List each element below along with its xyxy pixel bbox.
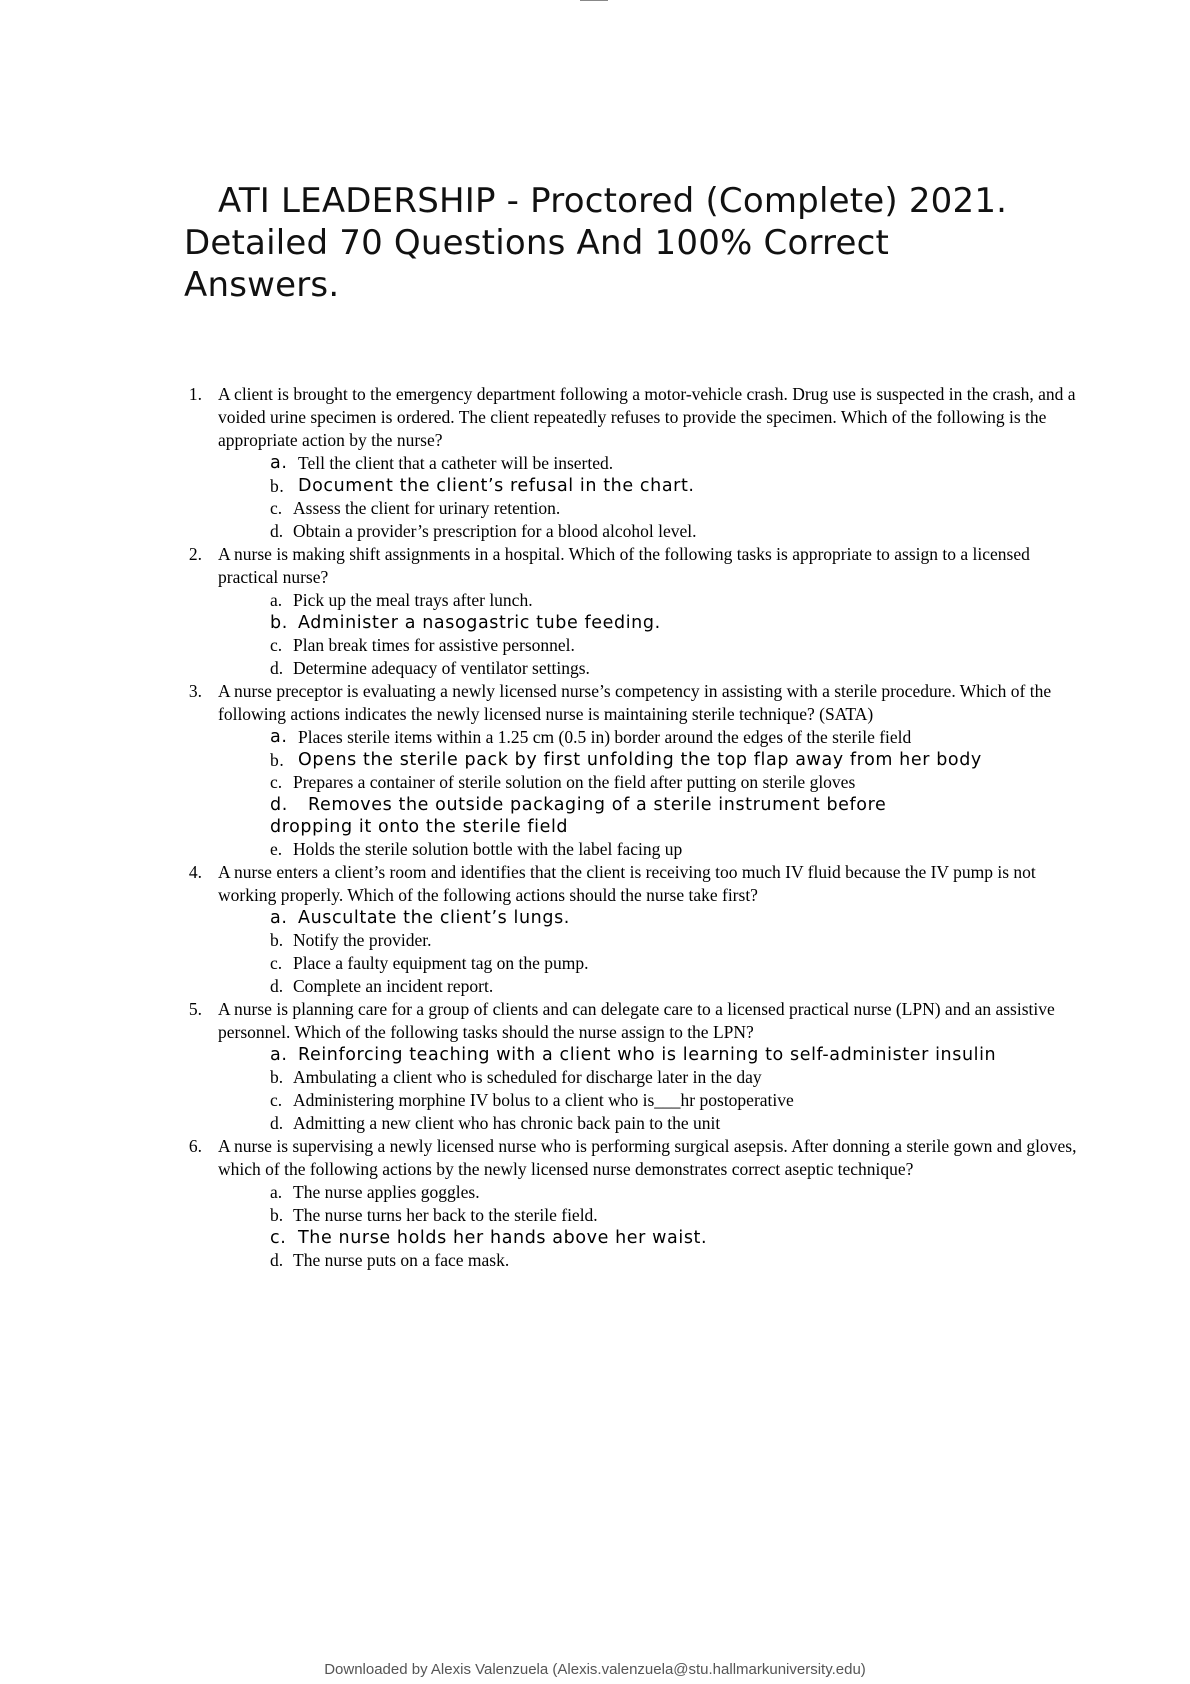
option-text: Holds the sterile solution bottle with the label facing up <box>293 839 683 859</box>
answer-option <box>218 1181 1088 1204</box>
answer-option-correct <box>218 1227 1088 1249</box>
option-letter: a. <box>270 908 288 928</box>
option-text: Complete an incident report. <box>293 976 494 996</box>
download-footer: Downloaded by Alexis Valenzuela (Alexis.valenzuela@stu.hallmarkuniversity.edu) <box>324 1661 866 1678</box>
question-number: 1. <box>188 384 202 404</box>
option-letter: b. <box>270 613 288 633</box>
question-4 <box>178 861 1088 998</box>
document-title <box>184 180 1084 306</box>
question-stem: A nurse is supervising a newly licensed nurse who is performing surgical asepsis. After donning a sterile gown and gloves, which of the following actions by the newly licensed nurse demonstrates correct aseptic technique? <box>218 1136 1077 1179</box>
option-letter: b. <box>270 930 284 950</box>
answer-option-correct <box>218 1044 1088 1066</box>
option-letter: a. <box>270 453 288 473</box>
option-text: The nurse holds her hands above her waist. <box>298 1228 708 1248</box>
option-text: Place a faulty equipment tag on the pump. <box>293 953 589 973</box>
title-line: Detailed 70 Questions And 100% Correct <box>184 223 890 263</box>
option-text: Opens the sterile pack by first unfolding the top flap away from her body <box>298 750 982 770</box>
page-top-mark <box>580 0 608 1</box>
option-letter: c. <box>270 1090 283 1110</box>
question-number: 6. <box>188 1136 202 1156</box>
answer-option <box>218 1066 1088 1089</box>
option-letter: c. <box>270 772 283 792</box>
answer-option <box>218 952 1088 975</box>
answer-option <box>218 634 1088 657</box>
option-letter: e. <box>270 839 283 859</box>
option-list <box>218 589 1088 680</box>
option-letter: d. <box>270 521 284 541</box>
option-list <box>218 1181 1088 1272</box>
answer-option-correct <box>218 794 1088 838</box>
question-number: 3. <box>188 681 202 701</box>
option-text: Notify the provider. <box>293 930 432 950</box>
question-stem: A nurse preceptor is evaluating a newly licensed nurse’s competency in assisting with a sterile procedure. Which of the following actions indicates the newly licensed nurse is maintaining sterile technique? (SATA) <box>218 681 1052 724</box>
option-text: Determine adequacy of ventilator settings. <box>293 658 590 678</box>
option-letter: d. <box>270 658 284 678</box>
option-letter: b. <box>270 1205 284 1225</box>
option-list <box>218 452 1088 543</box>
answer-option <box>218 1204 1088 1227</box>
question-6 <box>178 1135 1088 1272</box>
option-text: Assess the client for urinary retention. <box>293 498 561 518</box>
answer-option-correct <box>218 475 1088 497</box>
answer-option <box>218 1089 1088 1112</box>
option-text: The nurse puts on a face mask. <box>293 1250 510 1270</box>
answer-option-correct <box>218 612 1088 634</box>
question-number: 4. <box>188 862 202 882</box>
option-text: The nurse applies goggles. <box>293 1182 480 1202</box>
question-stem: A client is brought to the emergency department following a motor-vehicle crash. Drug use is suspected in the crash, and a voided urine specimen is ordered. The client repeatedly refuses to provide the specimen. Which of the following is the appropriate action by the nurse? <box>218 384 1076 450</box>
question-2 <box>178 543 1088 680</box>
option-letter: d. <box>270 976 284 996</box>
option-letter: c. <box>270 498 283 518</box>
option-letter: a. <box>270 727 288 747</box>
option-letter: a. <box>270 590 283 610</box>
option-text: Removes the outside packaging of a sterile instrument before dropping it onto the sterile field <box>270 795 887 837</box>
option-letter: b. <box>270 750 285 770</box>
answer-option <box>218 975 1088 998</box>
answer-option-correct <box>218 907 1088 929</box>
question-number: 2. <box>188 544 202 564</box>
option-text: The nurse turns her back to the sterile field. <box>293 1205 598 1225</box>
answer-option <box>218 589 1088 612</box>
question-stem: A nurse is making shift assignments in a hospital. Which of the following tasks is appropriate to assign to a licensed practical nurse? <box>218 544 1030 587</box>
answer-option <box>218 657 1088 680</box>
question-5 <box>178 998 1088 1135</box>
option-text: Places sterile items within a 1.25 cm (0.5 in) border around the edges of the sterile field <box>298 727 912 747</box>
option-letter: d. <box>270 1113 284 1133</box>
option-text: Document the client’s refusal in the chart. <box>298 476 695 496</box>
option-text: Auscultate the client’s lungs. <box>298 908 570 928</box>
answer-option <box>218 1112 1088 1135</box>
question-list <box>178 383 1088 1272</box>
option-letter: b. <box>270 476 285 496</box>
answer-option <box>218 497 1088 520</box>
answer-option <box>218 771 1088 794</box>
option-text: Plan break times for assistive personnel. <box>293 635 575 655</box>
option-letter: a. <box>270 1045 288 1065</box>
option-text: Administering morphine IV bolus to a client who is___hr postoperative <box>293 1090 794 1110</box>
option-list <box>218 1044 1088 1135</box>
option-letter: c. <box>270 635 283 655</box>
answer-option-correct <box>218 452 1088 475</box>
option-letter: b. <box>270 1067 284 1087</box>
option-list <box>218 907 1088 998</box>
option-text: Obtain a provider’s prescription for a blood alcohol level. <box>293 521 697 541</box>
title-line: Answers. <box>184 265 340 305</box>
option-text: Admitting a new client who has chronic back pain to the unit <box>293 1113 721 1133</box>
answer-option <box>218 1249 1088 1272</box>
option-letter: d. <box>270 1250 284 1270</box>
answer-option <box>218 520 1088 543</box>
answer-option <box>218 929 1088 952</box>
title-line: ATI LEADERSHIP - Proctored (Complete) 2021. <box>218 181 1008 221</box>
question-3 <box>178 680 1088 861</box>
option-list <box>218 726 1088 861</box>
option-letter: d. <box>270 795 288 815</box>
answer-option-correct <box>218 749 1088 771</box>
option-letter: c. <box>270 1228 287 1248</box>
option-text: Prepares a container of sterile solution on the field after putting on sterile gloves <box>293 772 856 792</box>
question-stem: A nurse enters a client’s room and identifies that the client is receiving too much IV fluid because the IV pump is not working properly. Which of the following actions should the nurse take first? <box>218 862 1036 905</box>
option-letter: a. <box>270 1182 283 1202</box>
option-text: Reinforcing teaching with a client who is learning to self-administer insulin <box>298 1045 997 1065</box>
question-1 <box>178 383 1088 543</box>
option-text: Administer a nasogastric tube feeding. <box>298 613 661 633</box>
option-letter: c. <box>270 953 283 973</box>
answer-option <box>218 838 1088 861</box>
option-text: Tell the client that a catheter will be inserted. <box>298 453 614 473</box>
option-text: Pick up the meal trays after lunch. <box>293 590 533 610</box>
option-text: Ambulating a client who is scheduled for discharge later in the day <box>293 1067 762 1087</box>
answer-option-correct <box>218 726 1088 749</box>
question-number: 5. <box>188 999 202 1019</box>
question-stem: A nurse is planning care for a group of clients and can delegate care to a licensed practical nurse (LPN) and an assistive personnel. Which of the following tasks should the nurse assign to the LPN? <box>218 999 1055 1042</box>
